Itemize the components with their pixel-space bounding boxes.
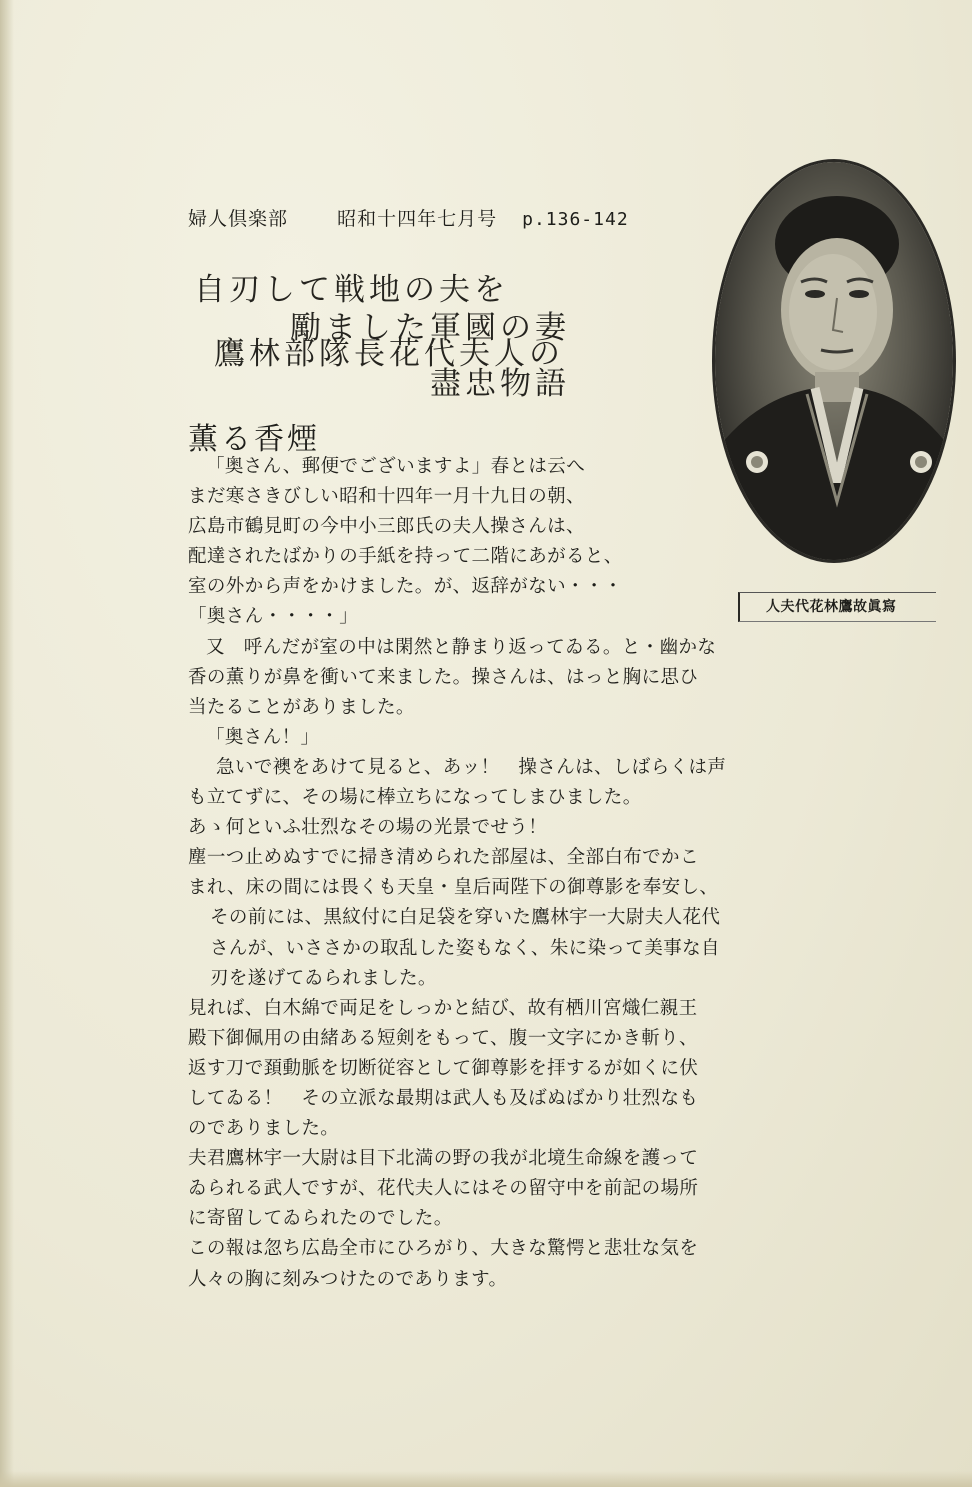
text-line: まれ、床の間には畏くも天皇・皇后両陛下の御尊影を奉安し、 (188, 877, 719, 899)
issue-date: 昭和十四年七月号 (337, 208, 498, 230)
text-line: してゐる！ その立派な最期は武人も及ばぬばかり壮烈なも (188, 1087, 699, 1109)
body-text (188, 452, 858, 1295)
text-line: 「奥さん、郵便でございますよ」春とは云へ (206, 456, 586, 477)
text-line: その前には、黒紋付に白足袋を穿いた鷹林宇一大尉夫人花代 (210, 907, 721, 929)
text-line: あゝ何といふ壮烈なその場の光景でせう！ (188, 817, 548, 839)
text-line: 香の薫りが鼻を衝いて来ました。操さんは、はっと胸に思ひ (188, 666, 699, 688)
text-line: 当たることがありました。 (188, 696, 415, 718)
text-line: 広島市鶴見町の今中小三郎氏の夫人操さんは、 (188, 516, 585, 538)
text-line: 返す刀で頚動脈を切断従容として御尊影を拝するが如くに伏 (188, 1057, 699, 1079)
paper-edge-left (0, 0, 14, 1487)
title-line-3: 鷹林部隊長花代夫人の (214, 336, 564, 372)
text-line: ゐられる武人ですが、花代夫人にはその留守中を前記の場所 (188, 1178, 699, 1200)
text-line: 「奥さん・・・・」 (188, 606, 359, 628)
text-line: も立てずに、その場に棒立ちになってしまひました。 (188, 787, 642, 809)
photo-caption: 人夫代花林鷹故眞寫 (766, 599, 897, 615)
text-line: 室の外から声をかけました。が、返辞がない・・・ (188, 576, 623, 598)
paper-edge-bottom (0, 1471, 972, 1487)
section-heading: 薫る香煙 (188, 422, 320, 457)
text-line: さんが、いささかの取乱した姿もなく、朱に染って美事な自 (210, 937, 720, 959)
text-line: 塵一つ止めぬすでに掃き清められた部屋は、全部白布でかこ (188, 847, 699, 869)
text-line: 人々の胸に刻みつけたのであります。 (188, 1268, 508, 1290)
title-line-2: 勵ました軍國の妻 (290, 310, 570, 346)
text-line: まだ寒さきびしい昭和十四年一月十九日の朝、 (188, 486, 585, 508)
text-line: のでありました。 (188, 1118, 340, 1140)
text-line: 刃を遂げてゐられました。 (210, 967, 437, 989)
title-line-4: 盡忠物語 (430, 366, 570, 402)
citation-header (188, 204, 629, 231)
text-line: この報は忽ち広島全市にひろがり、大きな驚愕と悲壮な気を (188, 1238, 699, 1260)
magazine-name: 婦人倶楽部 (188, 208, 289, 230)
page-range: p.136-142 (522, 209, 629, 230)
text-line: 殿下御佩用の由緒ある短剣をもって、腹一文字にかき斬り、 (188, 1027, 698, 1049)
text-line: 配達されたばかりの手紙を持って二階にあがると、 (188, 546, 623, 568)
text-line: 急いで襖をあけて見ると、あッ！ 操さんは、しばらくは声 (216, 756, 727, 778)
text-line: 「奥さん！」 (206, 726, 320, 748)
text-line: に寄留してゐられたのでした。 (188, 1208, 453, 1230)
text-line: 見れば、白木綿で両足をしっかと結び、故有栖川宮熾仁親王 (188, 997, 698, 1019)
text-line: 又 呼んだが室の中は閑然と静まり返ってゐる。と・幽かな (206, 636, 717, 658)
title-line-1: 自刃して戦地の夫を (194, 272, 509, 308)
text-line: 夫君鷹林宇一大尉は目下北満の野の我が北境生命線を護って (188, 1148, 699, 1170)
